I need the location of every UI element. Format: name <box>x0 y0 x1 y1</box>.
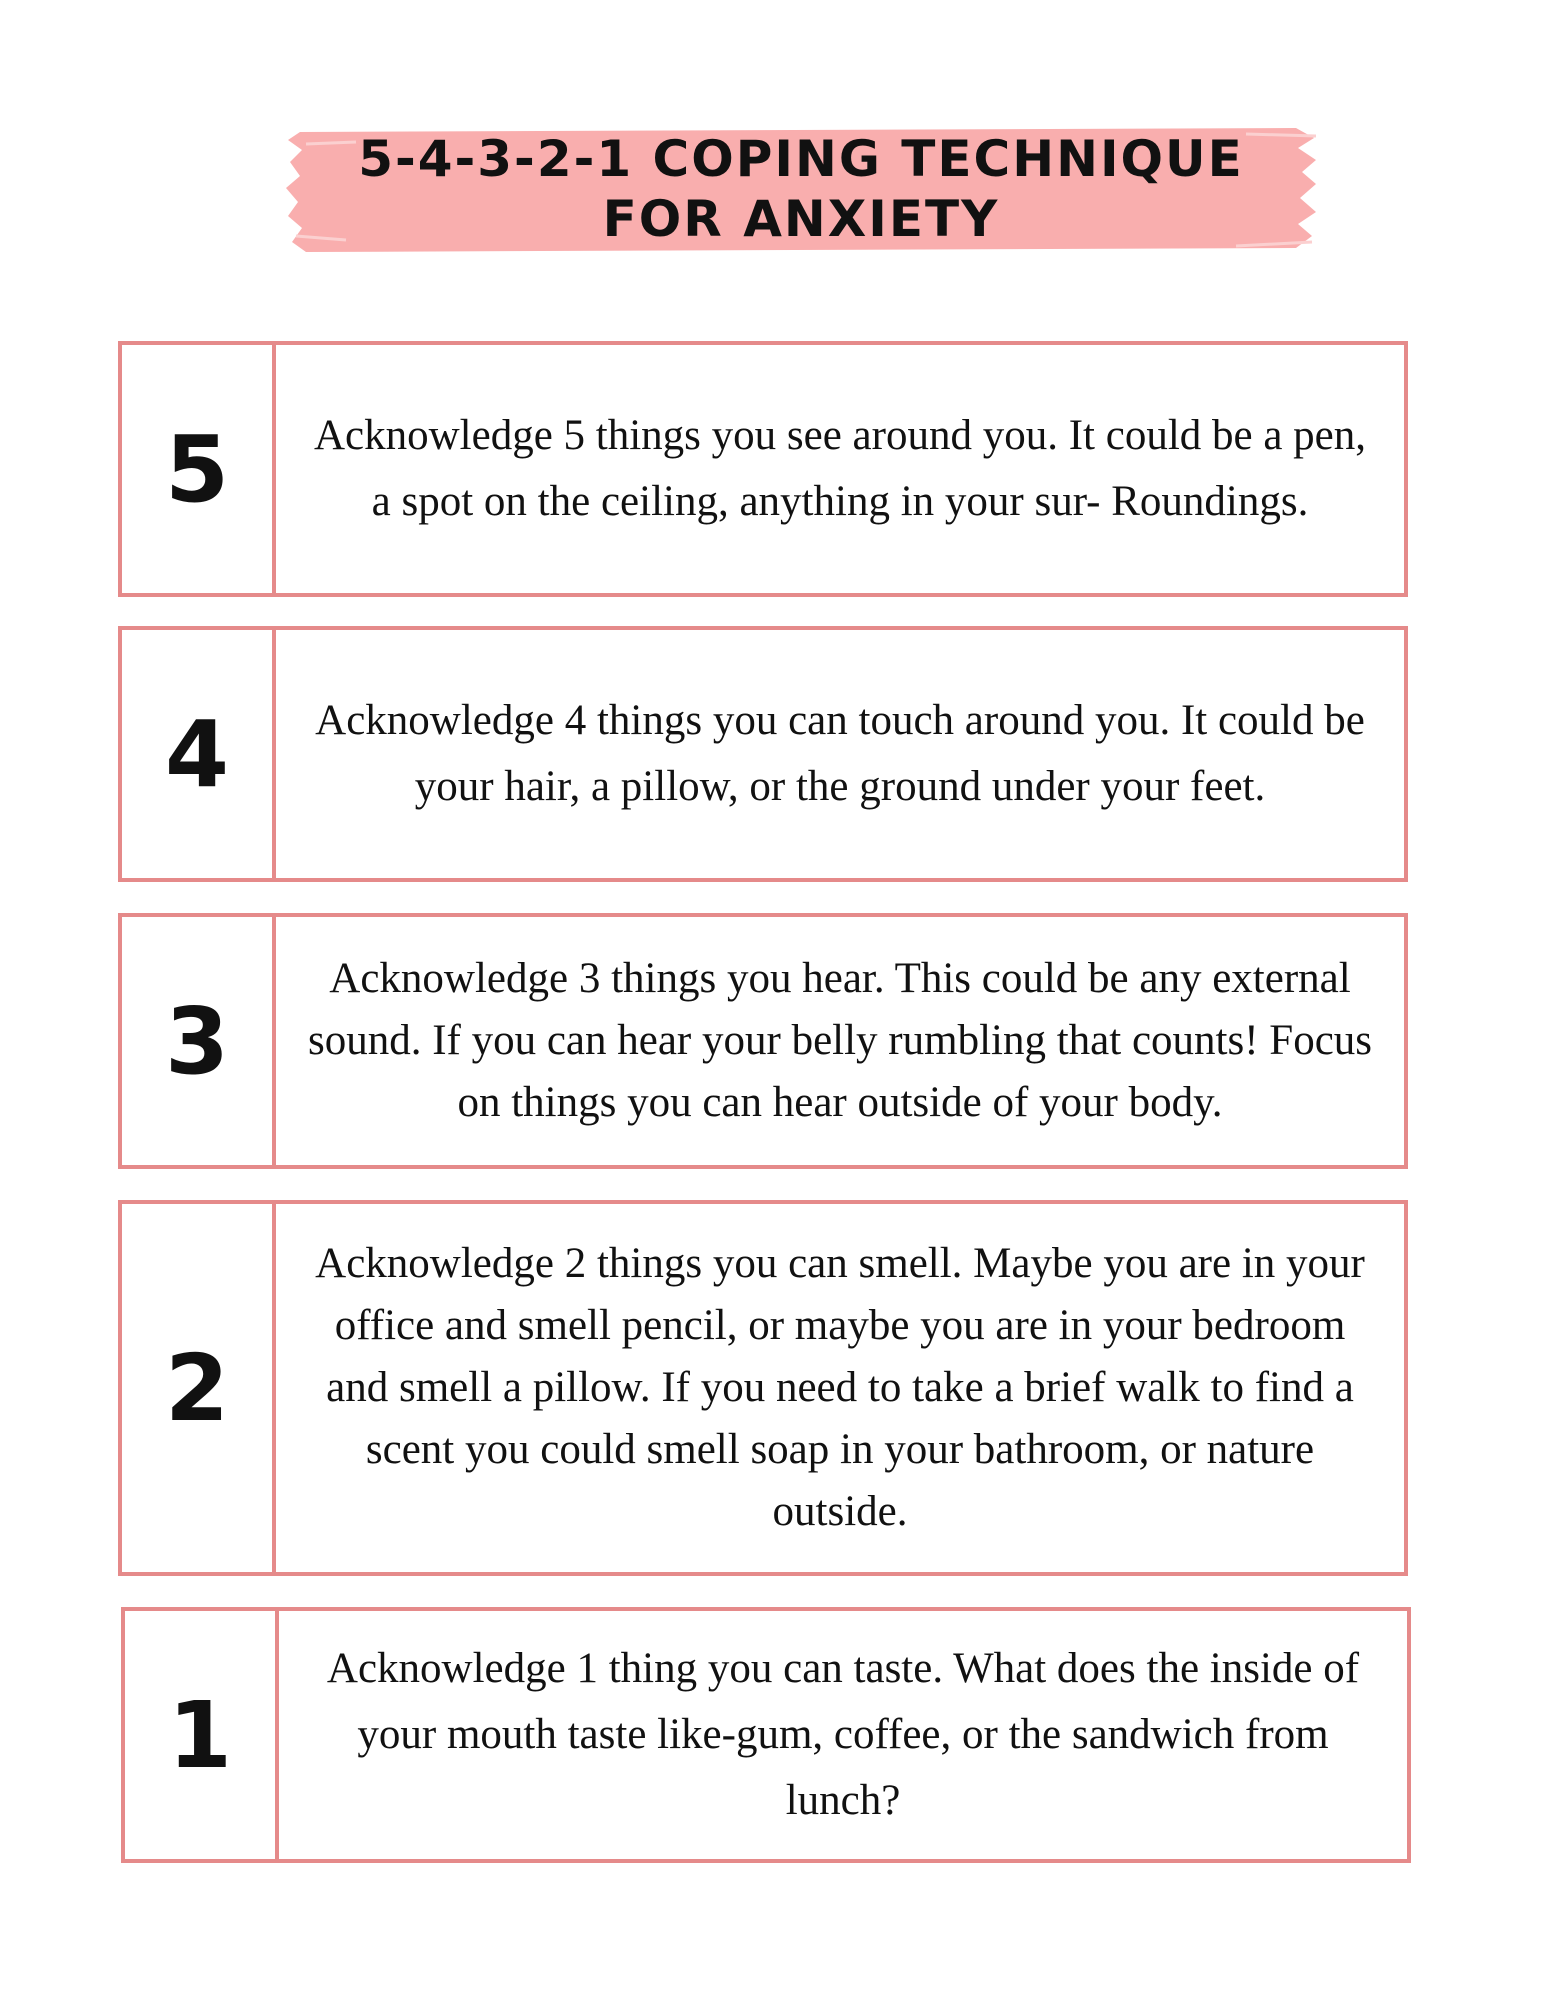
step-number: 2 <box>122 1204 276 1572</box>
step-number: 3 <box>122 917 276 1165</box>
step-number: 4 <box>122 630 276 878</box>
step-5-row <box>118 341 1408 597</box>
page-title <box>286 124 1316 254</box>
step-number: 1 <box>125 1611 279 1859</box>
title-line-2: FOR ANXIETY <box>602 190 1000 248</box>
step-description: Acknowledge 4 things you can touch around you. It could be your hair, a pillow, or the ground under your feet. <box>315 697 1365 810</box>
step-3-row <box>118 913 1408 1169</box>
step-number: 5 <box>122 345 276 593</box>
step-2-row <box>118 1200 1408 1576</box>
step-description: Acknowledge 3 things you hear. This could be any external sound. If you can hear your belly rumbling that counts! Focus on things you can hear outside of your body. <box>307 955 1373 1126</box>
title-line-1: 5-4-3-2-1 COPING TECHNIQUE <box>358 130 1244 188</box>
title-banner <box>286 124 1316 254</box>
step-4-row <box>118 626 1408 882</box>
step-description: Acknowledge 1 thing you can taste. What does the inside of your mouth taste like-gum, coffee, or the sandwich from lunch? <box>326 1645 1360 1824</box>
step-description: Acknowledge 2 things you can smell. Maybe you are in your office and smell pencil, or maybe you are in your bedroom and smell a pillow. If you need to take a brief walk to find a scent you could smell soap in your bathroom, or nature outside. <box>315 1240 1365 1535</box>
step-description: Acknowledge 5 things you see around you. It could be a pen, a spot on the ceiling, anything in your sur- Roundings. <box>313 412 1367 525</box>
step-1-row <box>121 1607 1411 1863</box>
